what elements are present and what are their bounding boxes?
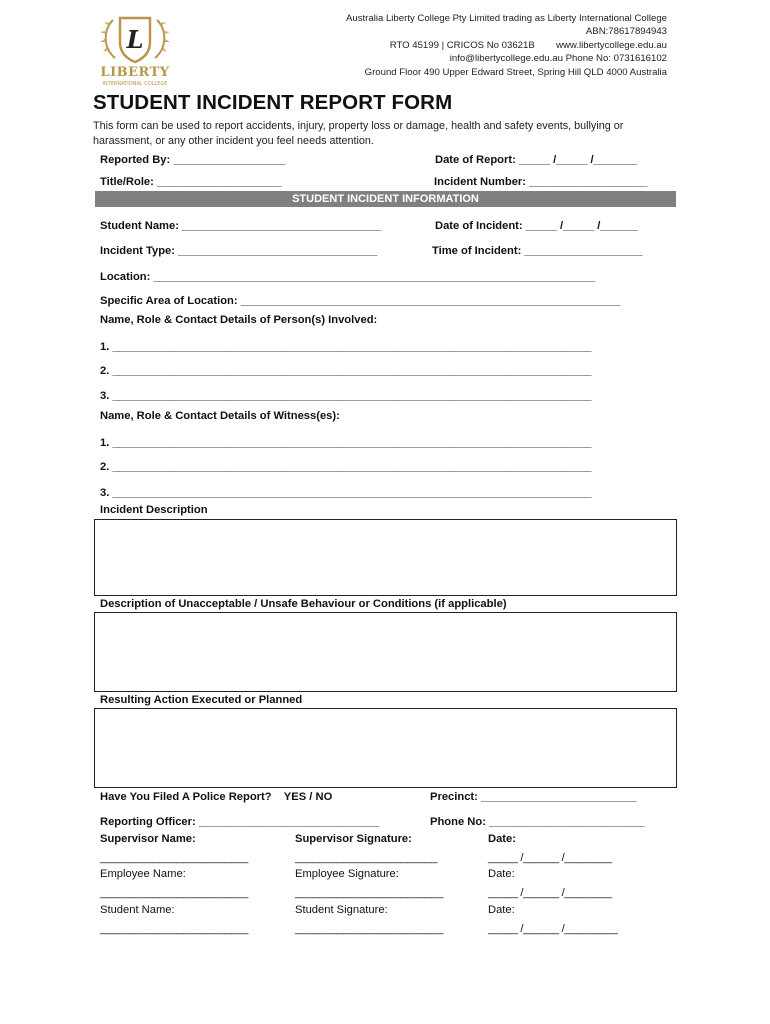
college-email-phone: info@libertycollege.edu.au Phone No: 0731616102 bbox=[449, 53, 667, 65]
supervisor-date-label: Date: bbox=[488, 833, 516, 845]
employee-name-label: Employee Name: bbox=[100, 868, 186, 880]
resulting-action-label: Resulting Action Executed or Planned bbox=[100, 694, 303, 706]
unsafe-behaviour-label: Description of Unacceptable / Unsafe Behaviour or Conditions (if applicable) bbox=[100, 598, 507, 610]
supervisor-name-line[interactable]: _________________________ bbox=[100, 852, 249, 864]
form-intro: This form can be used to report accidents, injury, property loss or damage, health and safety events, bullying or harassment, or any other incident you feel needs attention. bbox=[93, 120, 624, 147]
student-name-field[interactable]: Student Name: ________________________________ bbox=[100, 220, 382, 232]
form-title: STUDENT INCIDENT REPORT FORM bbox=[93, 91, 453, 114]
person-involved-2-field[interactable]: 2. _____________________________________________________________________________ bbox=[100, 365, 592, 377]
college-abn: ABN:78617894943 bbox=[585, 26, 667, 38]
unsafe-behaviour-box[interactable] bbox=[94, 612, 677, 692]
supervisor-signature-label: Supervisor Signature: bbox=[295, 833, 412, 845]
title-role-field[interactable]: Title/Role: ____________________ bbox=[100, 176, 282, 188]
time-of-incident-field[interactable]: Time of Incident: ___________________ bbox=[432, 245, 643, 257]
witness-2-field[interactable]: 2. _____________________________________________________________________________ bbox=[100, 461, 592, 473]
location-field[interactable]: Location: _______________________________________________________________________ bbox=[100, 271, 596, 283]
student-signature-line[interactable]: _________________________ bbox=[295, 923, 444, 935]
witness-3-field[interactable]: 3. _____________________________________________________________________________ bbox=[100, 487, 592, 499]
incident-description-label: Incident Description bbox=[100, 504, 208, 516]
student-date-line[interactable]: _____ /______ /_________ bbox=[488, 923, 618, 935]
date-of-incident-field[interactable]: Date of Incident: _____ /_____ /______ bbox=[435, 220, 638, 232]
employee-date-label: Date: bbox=[488, 868, 515, 880]
reporting-officer-field[interactable]: Reporting Officer: _____________________________ bbox=[100, 816, 380, 828]
supervisor-name-label: Supervisor Name: bbox=[100, 833, 196, 845]
student-name-signature-label: Student Name: bbox=[100, 904, 175, 916]
supervisor-date-line[interactable]: _____ /______ /________ bbox=[488, 852, 612, 864]
incident-number-field[interactable]: Incident Number: ___________________ bbox=[434, 176, 648, 188]
supervisor-signature-line[interactable]: ________________________ bbox=[295, 852, 438, 864]
persons-involved-heading: Name, Role & Contact Details of Person(s) Involved: bbox=[100, 314, 378, 326]
section-header-student-incident-information: STUDENT INCIDENT INFORMATION bbox=[95, 191, 676, 207]
svg-text:L: L bbox=[126, 25, 144, 54]
college-legal-name: Australia Liberty College Pty Limited trading as Liberty International College bbox=[345, 13, 667, 24]
witness-1-field[interactable]: 1. _____________________________________________________________________________ bbox=[100, 437, 592, 449]
college-logo bbox=[95, 8, 175, 88]
date-of-report-field[interactable]: Date of Report: _____ /_____ /_______ bbox=[435, 154, 638, 166]
employee-signature-label: Employee Signature: bbox=[295, 868, 399, 880]
phone-no-field[interactable]: Phone No: _________________________ bbox=[430, 816, 645, 828]
college-address: Ground Floor 490 Upper Edward Street, Spring Hill QLD 4000 Australia bbox=[364, 66, 667, 78]
resulting-action-box[interactable] bbox=[94, 708, 677, 788]
svg-text:INTERNATIONAL COLLEGE: INTERNATIONAL COLLEGE bbox=[102, 81, 168, 87]
incident-description-box[interactable] bbox=[94, 519, 677, 596]
police-report-question[interactable]: Have You Filed A Police Report? YES / NO bbox=[100, 791, 333, 803]
employee-name-line[interactable]: _________________________ bbox=[100, 887, 249, 899]
student-date-label: Date: bbox=[488, 904, 515, 916]
person-involved-3-field[interactable]: 3. _____________________________________________________________________________ bbox=[100, 390, 592, 402]
college-contact-details bbox=[346, 12, 667, 79]
college-rto-website: RTO 45199 | CRICOS No 03621B www.libertycollege.edu.au bbox=[389, 39, 667, 51]
student-name-line[interactable]: _________________________ bbox=[100, 923, 249, 935]
reported-by-field[interactable]: Reported By: __________________ bbox=[100, 154, 286, 166]
student-signature-label: Student Signature: bbox=[295, 904, 388, 916]
employee-date-line[interactable]: _____ /______ /________ bbox=[488, 887, 612, 899]
svg-text:LIBERTY: LIBERTY bbox=[100, 65, 170, 80]
specific-area-field[interactable]: Specific Area of Location: _____________________________________________________________ bbox=[100, 295, 621, 307]
precinct-field[interactable]: Precinct: _________________________ bbox=[430, 791, 637, 803]
person-involved-1-field[interactable]: 1. _____________________________________________________________________________ bbox=[100, 341, 592, 353]
witnesses-heading: Name, Role & Contact Details of Witness(es): bbox=[100, 410, 340, 422]
incident-type-field[interactable]: Incident Type: ________________________________ bbox=[100, 245, 378, 257]
employee-signature-line[interactable]: _________________________ bbox=[295, 887, 444, 899]
